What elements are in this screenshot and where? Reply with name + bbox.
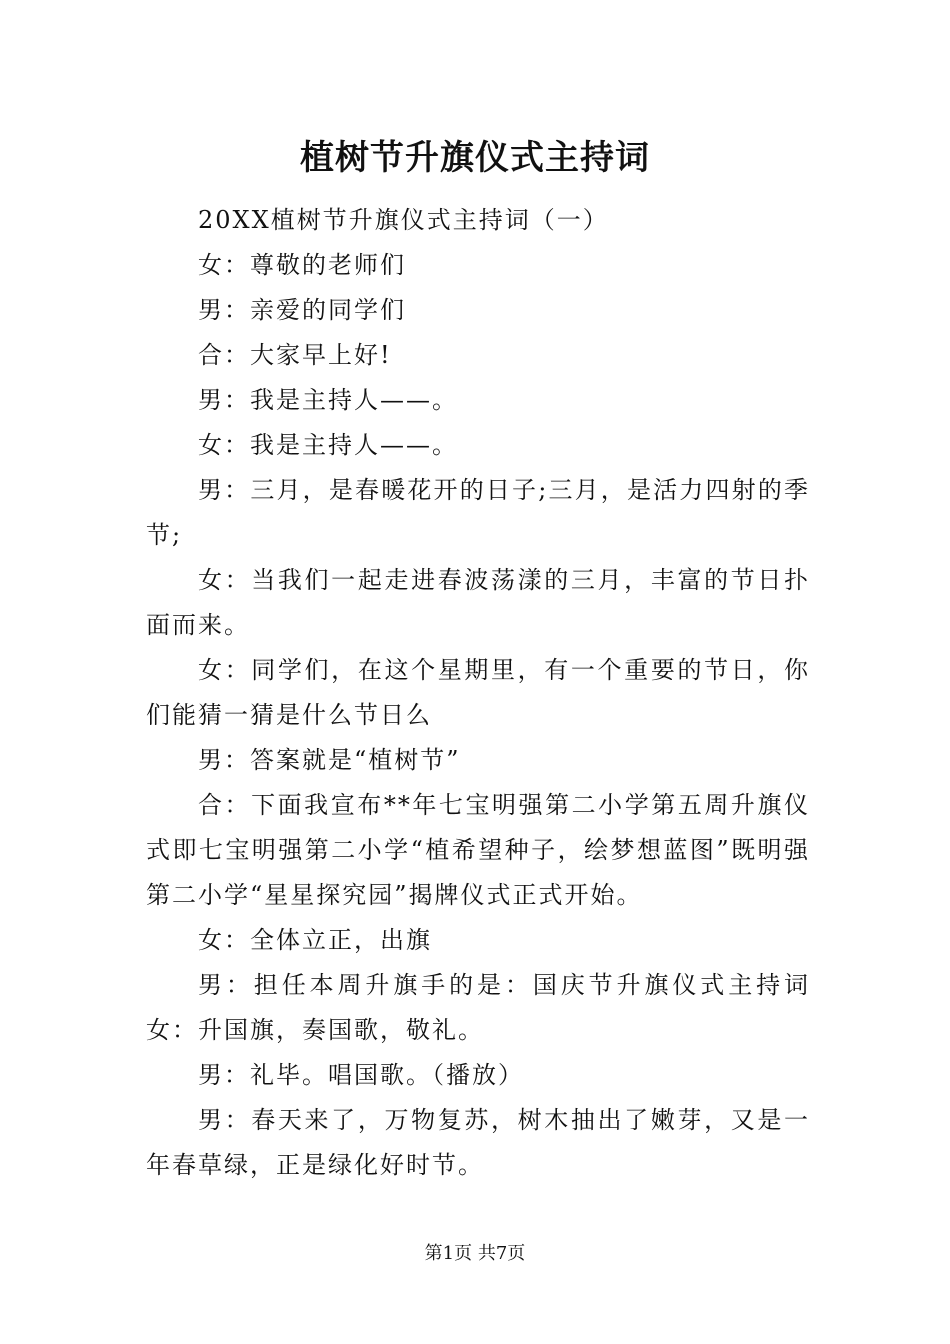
- paragraph: 男：亲爱的同学们: [198, 296, 406, 324]
- paragraph: 女：我是主持人——。: [198, 431, 458, 459]
- document-body: [146, 198, 810, 1188]
- paragraph: 女：当我们一起走进春波荡漾的三月，丰富的节日扑面而来。: [146, 566, 810, 639]
- paragraph: 男：春天来了，万物复苏，树木抽出了嫩芽，又是一年春草绿，正是绿化好时节。: [146, 1106, 810, 1179]
- paragraph: 女：尊敬的老师们: [198, 251, 406, 279]
- paragraph: 合：下面我宣布**年七宝明强第二小学第五周升旗仪式即七宝明强第二小学“植希望种子，绘梦想蓝图”既明强第二小学“星星探究园”揭牌仪式正式开始。: [146, 791, 810, 909]
- document-title: 植树节升旗仪式主持词: [300, 138, 650, 178]
- paragraph: 男：担任本周升旗手的是：国庆节升旗仪式主持词女：升国旗，奏国歌，敬礼。: [146, 971, 810, 1044]
- page-footer: 第1页 共7页: [424, 1243, 526, 1264]
- paragraph: 男：三月，是春暖花开的日子;三月，是活力四射的季节;: [146, 476, 810, 549]
- paragraph: 女：全体立正，出旗: [198, 926, 432, 954]
- paragraph: 男：答案就是“植树节”: [198, 746, 461, 774]
- paragraph: 男：礼毕。唱国歌。（播放）: [198, 1061, 524, 1089]
- paragraph: 合：大家早上好!: [198, 341, 392, 369]
- paragraph: 男：我是主持人——。: [198, 386, 458, 414]
- paragraph: 20XX植树节升旗仪式主持词（一）: [198, 206, 609, 234]
- paragraph: 女：同学们，在这个星期里，有一个重要的节日，你们能猜一猜是什么节日么: [146, 656, 810, 729]
